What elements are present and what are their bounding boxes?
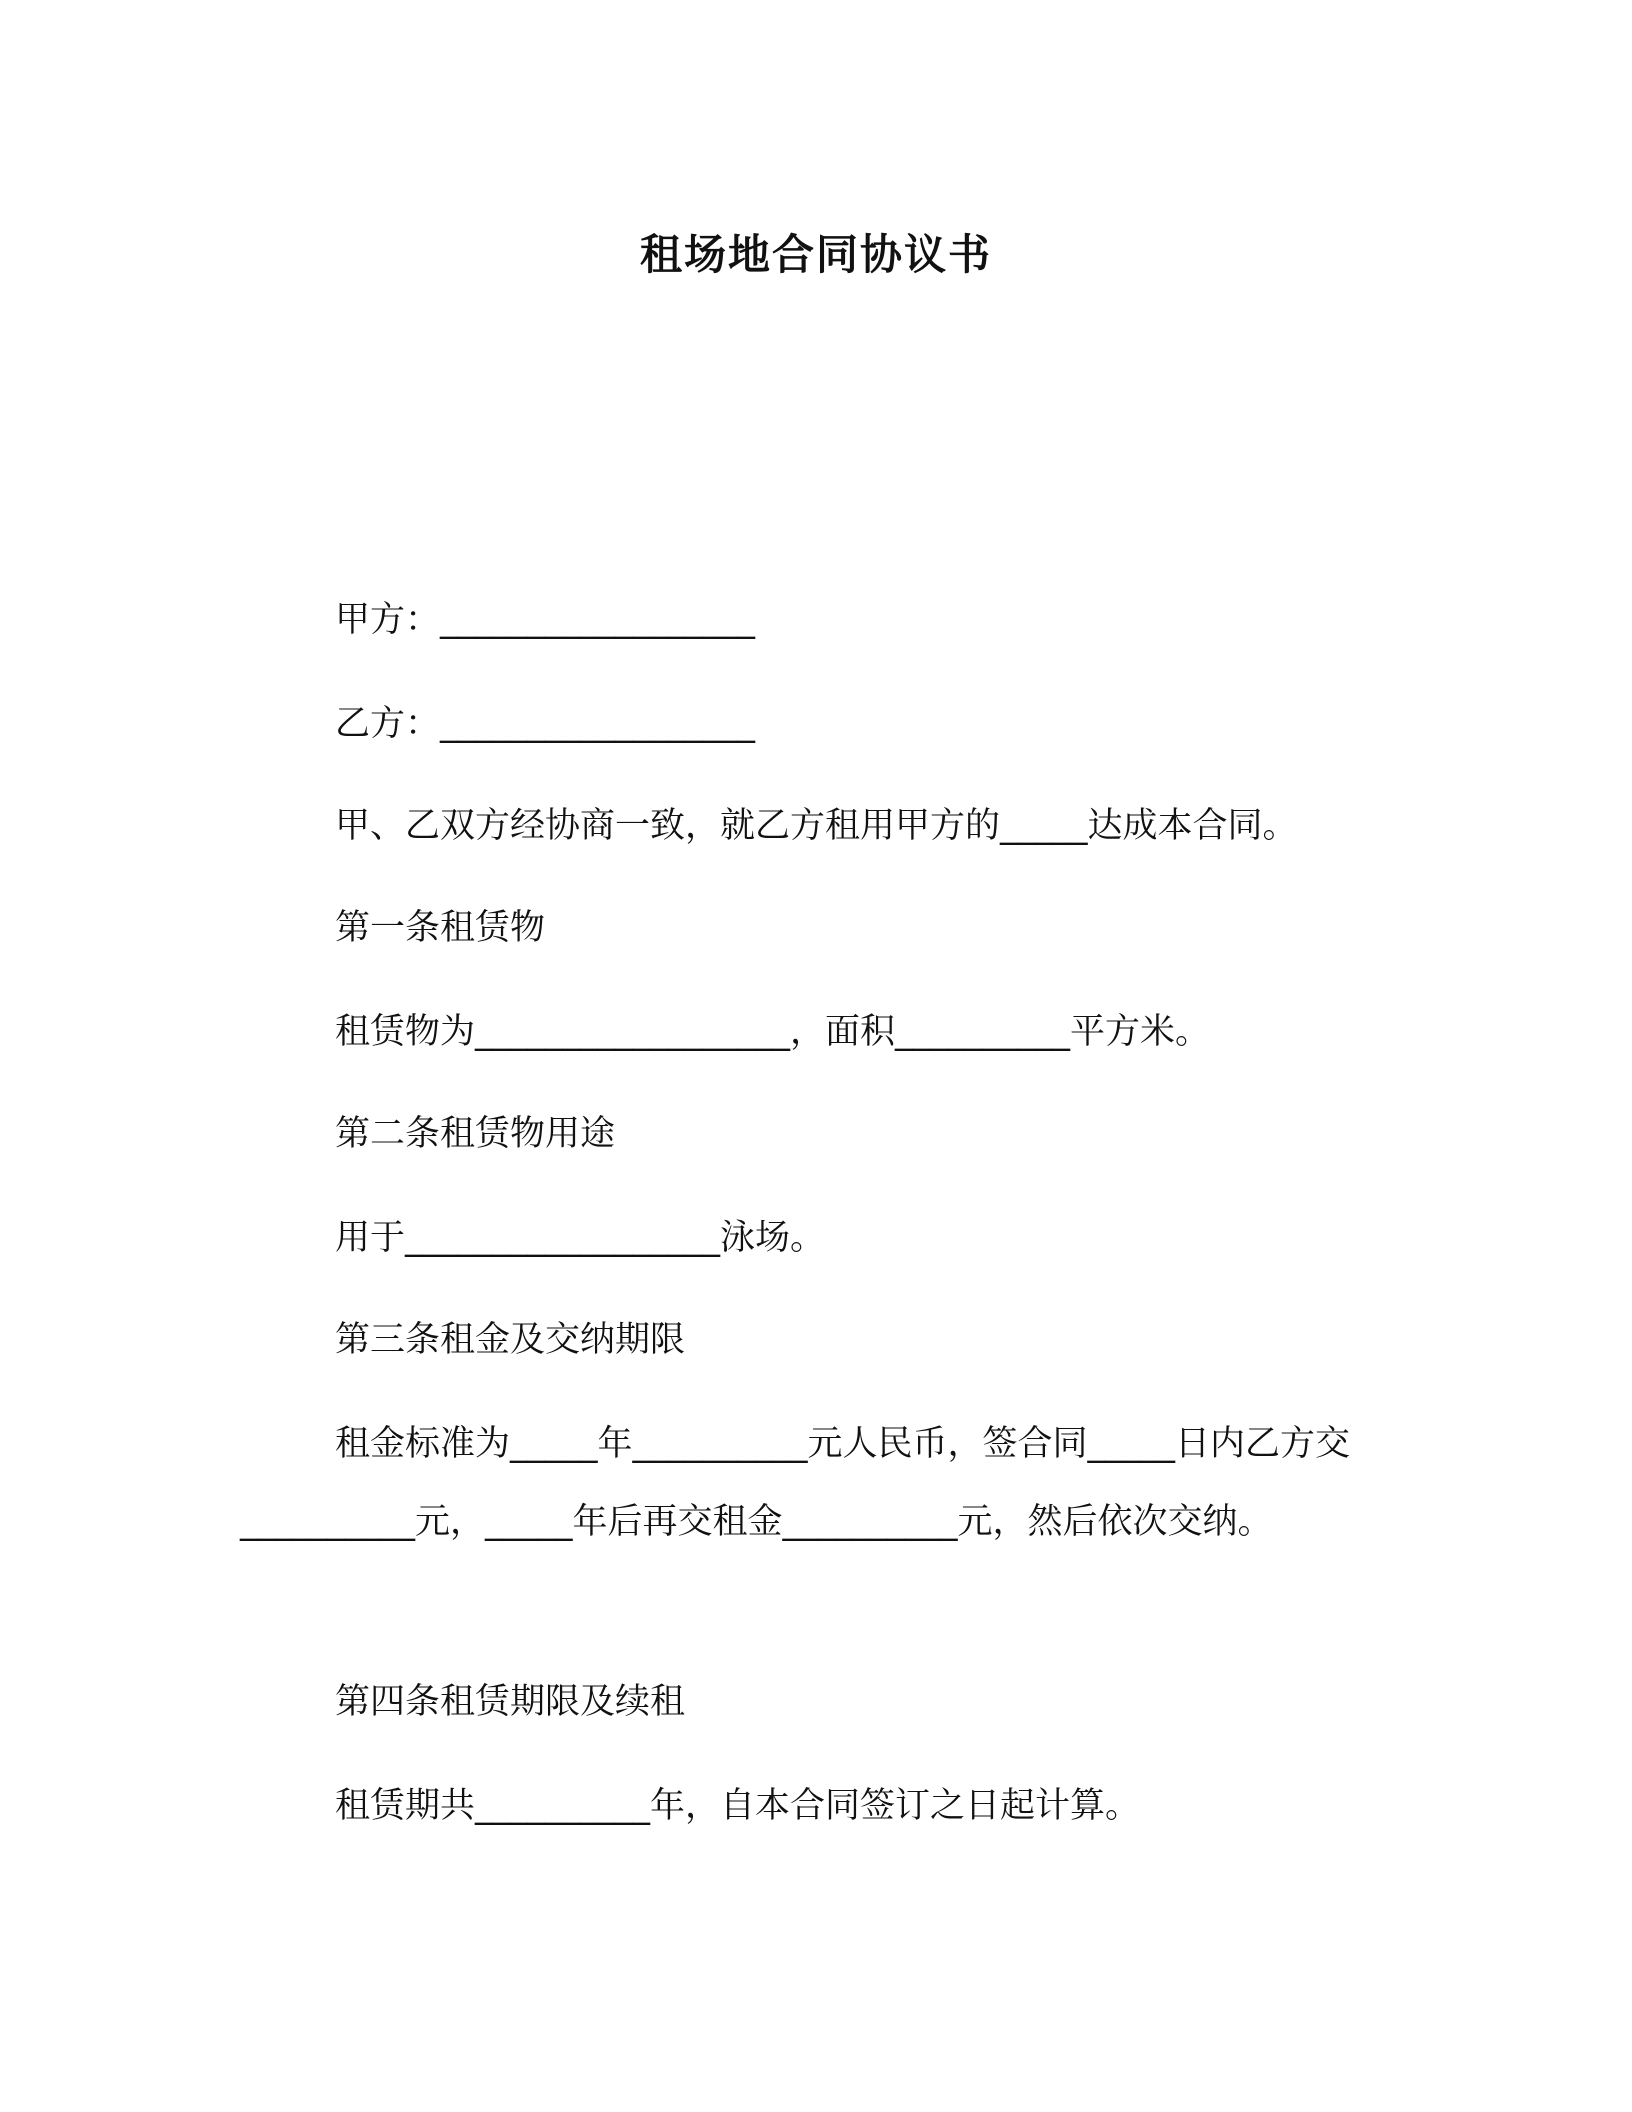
article-4-heading: 第四条租赁期限及续租 xyxy=(335,1682,686,1722)
party-a-line: 甲方：__________________ xyxy=(335,600,756,640)
article-1-heading: 第一条租赁物 xyxy=(335,908,546,948)
article-2-heading: 第二条租赁物用途 xyxy=(335,1114,616,1154)
party-b-line: 乙方：__________________ xyxy=(335,704,756,744)
document-title: 租场地合同协议书 xyxy=(639,230,992,279)
article-4-text: 租赁期共__________年，自本合同签订之日起计算。 xyxy=(335,1786,1141,1826)
article-2-text: 用于__________________泳场。 xyxy=(335,1218,826,1258)
article-3-heading: 第三条租金及交纳期限 xyxy=(335,1320,686,1360)
article-1-text: 租赁物为__________________，面积__________平方米。 xyxy=(335,1012,1211,1052)
article-3-text: 租金标准为_____年__________元人民币，签合同_____日内乙方交__________元，_____年后再交租金__________元，然后依次交纳。 xyxy=(240,1424,1351,1542)
agreement-intro: 甲、乙双方经协商一致，就乙方租用甲方的_____达成本合同。 xyxy=(335,806,1298,846)
